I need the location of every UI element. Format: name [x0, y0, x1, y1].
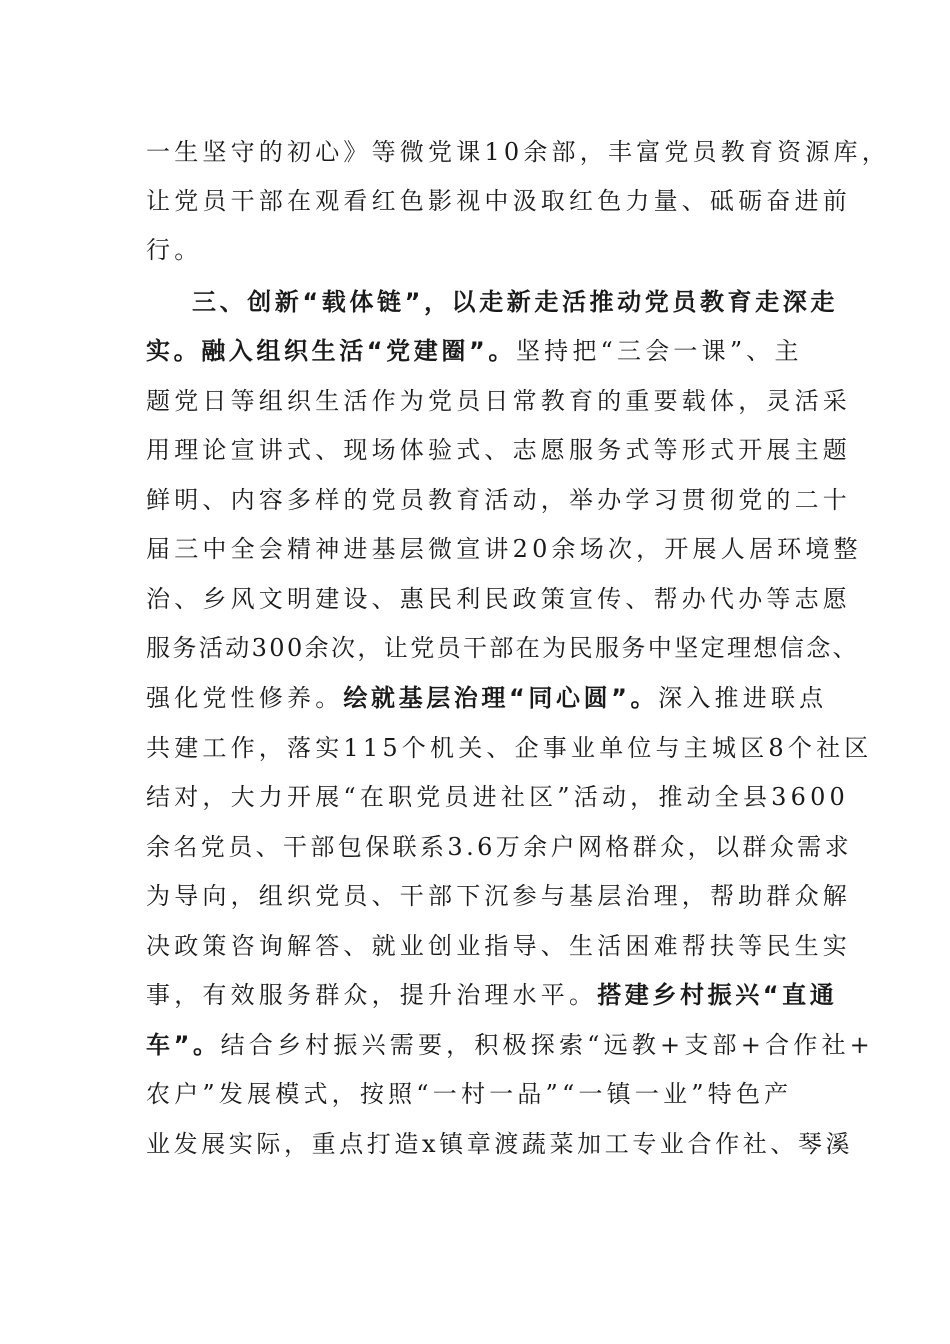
text-run: 届三中全会精神进基层微宣讲20余场次，开展人居环境整 — [146, 535, 862, 563]
paragraph-line — [146, 137, 890, 167]
paragraph-line — [146, 485, 851, 515]
text-run: 服务活动300余次，让党员干部在为民服务中坚定理想信念、 — [146, 634, 860, 662]
text-run: 鲜明、内容多样的党员教育活动，举办学习贯彻党的二十 — [146, 486, 851, 514]
paragraph-line — [146, 832, 852, 862]
text-run: 业发展实际，重点打造x镇章渡蔬菜加工专业合作社、琴溪 — [146, 1130, 854, 1158]
text-run: 行。 — [146, 236, 203, 264]
bold-subheading: 车”。 — [146, 1031, 221, 1059]
text-run: 强化党性修养。 — [146, 684, 344, 712]
paragraph-line — [146, 782, 849, 812]
paragraph-line — [146, 386, 851, 416]
text-run: 治、乡风文明建设、惠民利民政策宣传、帮办代办等志愿 — [146, 585, 851, 613]
text-run: 余名党员、干部包保联系3.6万余户网格群众，以群众需求 — [146, 833, 852, 861]
text-run: 决政策咨询解答、就业创业指导、生活困难帮扶等民生实 — [146, 932, 851, 960]
text-run: 为导向，组织党员、干部下沉参与基层治理，帮助群众解 — [146, 882, 851, 910]
paragraph-line — [146, 980, 837, 1010]
text-run: 农户”发展模式，按照“一村一品”“一镇一业”特色产 — [146, 1080, 793, 1108]
bold-subheading: 实。融入组织生活“党建圈”。 — [146, 337, 516, 365]
text-run: 事，有效服务群众，提升治理水平。 — [146, 981, 598, 1009]
paragraph-line — [146, 336, 803, 366]
paragraph-line — [146, 931, 851, 961]
text-run: 坚持把“三会一课”、主 — [515, 337, 803, 365]
text-run: 结对，大力开展“在职党员进社区”活动，推动全县3600 — [146, 783, 850, 811]
paragraph-line — [146, 186, 851, 216]
bold-subheading: 搭建乡村振兴“直通 — [597, 981, 838, 1009]
paragraph-line — [146, 1030, 874, 1060]
paragraph-line — [146, 235, 202, 265]
text-run: 用理论宣讲式、现场体验式、志愿服务式等形式开展主题 — [146, 436, 851, 464]
paragraph-line — [146, 633, 859, 663]
text-run: 结合乡村振兴需要，积极探索“远教+支部+合作社+ — [220, 1031, 874, 1059]
section-heading: 三、创新“载体链”，以走新走活推动党员教育走深走 — [192, 288, 838, 316]
section-heading-line — [192, 287, 838, 317]
paragraph-line — [146, 881, 851, 911]
paragraph-line — [146, 435, 851, 465]
paragraph-line — [146, 733, 872, 763]
text-run: 让党员干部在观看红色影视中汲取红色力量、砥砺奋进前 — [146, 187, 851, 215]
paragraph-line — [146, 1129, 853, 1159]
paragraph-line — [146, 534, 862, 564]
text-run: 共建工作，落实115个机关、企事业单位与主城区8个社区 — [146, 734, 873, 762]
paragraph-line — [146, 683, 827, 713]
text-run: 深入推进联点 — [658, 684, 828, 712]
text-run: 题党日等组织生活作为党员日常教育的重要载体，灵活采 — [146, 387, 851, 415]
paragraph-line — [146, 1079, 792, 1109]
bold-subheading: 绘就基层治理“同心圆”。 — [343, 684, 659, 712]
paragraph-line — [146, 584, 851, 614]
text-run: 一生坚守的初心》等微党课10余部，丰富党员教育资源库， — [146, 138, 890, 166]
